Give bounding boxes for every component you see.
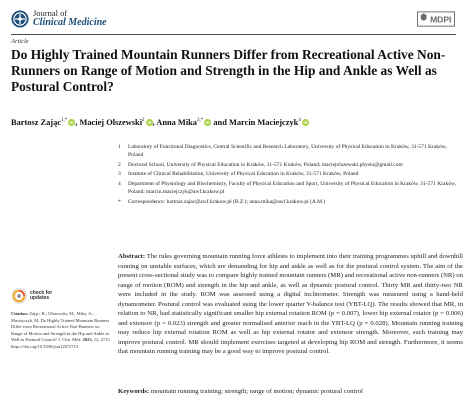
affiliation-list [118,144,463,209]
citation-text: Zając, B.; Olszewski, M.; Mika, A.; Maciejczyk, M. Do Highly Trained Mountain Runners Differ from Recreational Active Non-Runners on Range of Motion and Strength in the Hip and Ankle as Well as Postural Control? J. Clin. Med. [11,311,110,343]
journal-name-line2: Clinical Medicine [33,16,107,28]
author-name[interactable]: Anna Mika [156,118,197,127]
publisher-name: MDPI [430,14,452,25]
author-name[interactable]: Bartosz Zając [11,118,62,127]
affiliation-text: Department of Physiology and Biochemistry, Faculty of Physical Education and Sport, University of Physical Education in Kraków, 31-571 Kraków, Poland; marcin.maciejczyk@awf.krakow.pl [128,181,456,195]
check-for-updates-icon [11,288,27,304]
citation-doi[interactable]: 12, 2715. https://doi.org/10.3390/jcm12072715 [11,337,111,349]
author-affil-sup: 2 [142,118,145,124]
affiliation-text: Institute of Clinical Rehabilitation, University of Physical Education in Kraków, 31-571 Kraków, Poland [128,171,359,178]
badge-line2: updates [30,295,50,301]
affiliation-item [118,171,463,179]
jcm-logo-icon [11,10,29,28]
affiliation-number: 2 [118,161,121,168]
svg-text:iD: iD [205,120,210,126]
author-list [11,118,309,127]
svg-text:iD: iD [146,120,152,126]
affiliation-text: Laboratory of Functional Diagnostics, Central Scientific and Research Laboratory, University of Physical Education in Kraków, 31-571 Kraków, Poland [128,144,447,158]
author-name[interactable]: Marcin Maciejczyk [228,118,299,127]
keywords [118,388,463,395]
affiliation-text: Doctoral School, University of Physical Education in Kraków, 31-571 Kraków, Poland; maciejolszewski.physio@gmail.com [128,161,403,168]
author-separator: , [152,118,155,127]
correspondence-text[interactable]: Correspondence: bartosz.zajac@awf.krakow.pl (B.Z.); anna.mika@awf.krakow.pl (A.M.) [128,198,326,205]
header-divider [11,34,456,35]
author-name[interactable]: Maciej Olszewski [79,118,143,127]
affiliation-item [118,162,463,170]
author-conjunction: and [213,118,227,127]
affiliation-number: 1 [118,144,121,150]
citation-block [11,311,111,350]
abstract-label: Abstract: [118,253,146,260]
svg-text:iD: iD [69,120,74,126]
badge-line1: check for [30,289,53,296]
citation-label: Citation: [11,311,29,316]
citation-year: 2023, [82,337,93,343]
author-separator: , [75,118,78,127]
affiliation-number: * [118,198,121,205]
orcid-icon[interactable] [302,119,309,126]
correspondence-item [118,199,463,207]
svg-text:iD: iD [303,120,308,126]
affiliation-number: 4 [118,181,121,188]
article-type: Article [11,38,29,45]
affiliation-item [118,144,463,160]
affiliation-number: 3 [118,171,121,178]
check-for-updates-badge[interactable] [11,288,52,304]
author-affil-sup: 1,* [61,118,68,124]
keywords-text: mountain running training; strength; range of motion; dynamic postural control [150,388,363,395]
abstract [118,252,463,357]
affiliation-item [118,181,463,197]
abstract-text: The rules governing mountain running force athletes to implement into their training programmes uphill and downhill running on unstable surfaces, which are demanding for hip and ankle as well as for the postural control system. The aim of the present cross-sectional study was to compare highly trained mountain runners (MR) and recreational active non-runners (NR) on range of motion (ROM) and strength in the hip and ankle, as well as dynamic postural control. Thirty MR and thirty-two NR were included in the study. ROM was assessed using a digital inclinometer. Strength was measured using a hand-held dynamometer. Postural control was evaluated using the lower quarter Y-balance test (YBT-LQ). The results showed that MR, in relation to NR, had statistically significant smaller hip external rotation ROM (p = 0.007), lower hip external rotator (p = 0.006) and extensor (p = 0.023) strength and greater normalised anterior reach in the YBT-LQ (p = 0.028). Mountain running training may reduce hip external rotation ROM as well as hip external rotator and extensor strength. Moreover, such training may improve postural control. MR should implement exercises targeted at developing hip ROM and strength. Furthermore, it seems that mountain running training may be a good way to improve postural control. [118,253,463,356]
journal-name-line1: Journal of [33,8,68,18]
article-title: Do Highly Trained Mountain Runners Differ from Recreational Active Non-Runners on Range of Motion and Strength in the Hip and Ankle as Well as Postural Control? [11,47,446,94]
orcid-icon[interactable] [204,119,211,126]
mdpi-logo-icon[interactable] [417,11,455,27]
orcid-icon[interactable] [146,119,153,126]
author-affil-sup: 4 [298,118,301,124]
author-affil-sup: 3,* [197,118,204,124]
journal-name[interactable] [33,9,107,28]
keywords-label: Keywords: [118,388,150,395]
check-for-updates-label [30,291,52,302]
